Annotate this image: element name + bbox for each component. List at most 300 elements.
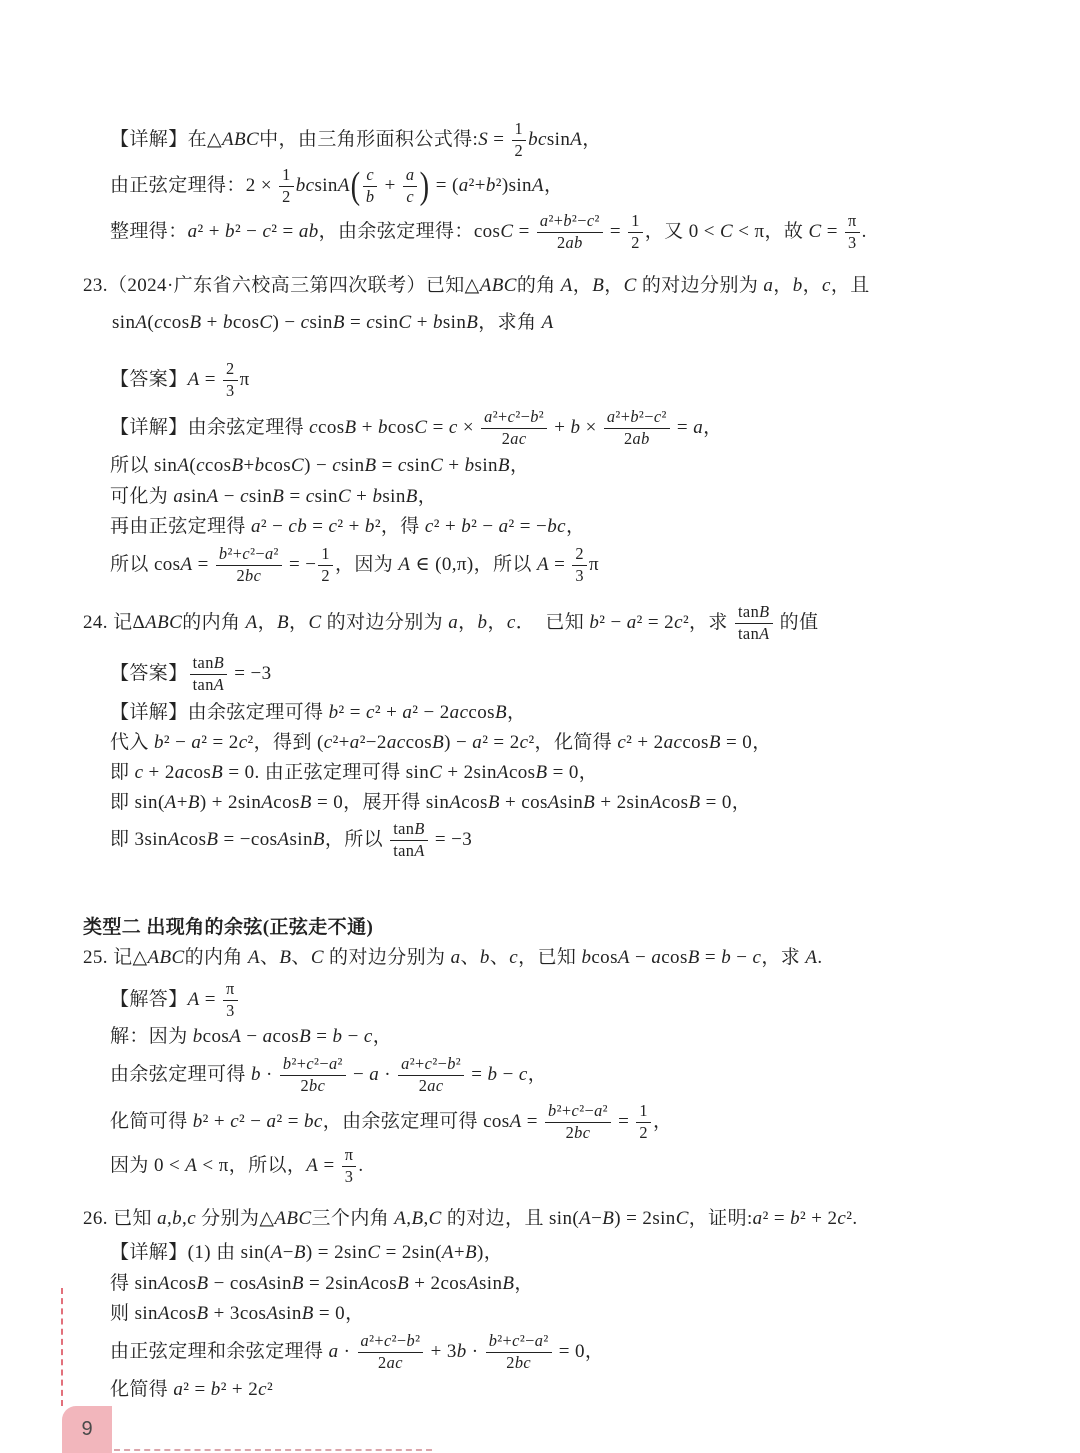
math-variable: b xyxy=(641,428,650,448)
math-text: bcsinA xyxy=(295,175,350,196)
math-variable: c xyxy=(366,312,376,333)
math-variable: A xyxy=(579,1208,592,1229)
math-variable: b xyxy=(447,1053,456,1073)
math-variable: A xyxy=(306,1155,319,1176)
math-text: 再由正弦定理得 a² − cb = c² + b²，得 c² + b² − a² = −bc， xyxy=(110,516,586,537)
footer-dashed-line xyxy=(114,1449,432,1451)
math-variable: a xyxy=(386,1352,396,1372)
math-variable: A xyxy=(398,554,411,575)
math-variable: A xyxy=(229,1026,242,1047)
math-variable: a xyxy=(651,947,662,968)
math-variable: c xyxy=(323,732,333,753)
math-text: 23.（2024·广东省六校高三第四次联考）已知△ABC的角 A，B，C 的对边分别为 a，b，c，且 xyxy=(83,275,870,296)
math-variable: b xyxy=(225,221,235,242)
math-variable: b xyxy=(192,1026,203,1047)
math-variable: c xyxy=(242,543,251,563)
math-variable: A xyxy=(541,312,554,333)
fraction-denominator: 2 xyxy=(321,565,330,585)
fraction-numerator xyxy=(403,166,418,187)
math-variable: a xyxy=(173,1379,184,1400)
fraction-numerator: 1 xyxy=(512,120,527,141)
fraction xyxy=(735,603,773,644)
math-variable: A xyxy=(649,792,662,813)
math-variable: c xyxy=(653,406,662,426)
math-variable: b xyxy=(464,455,475,476)
math-variable: C xyxy=(500,221,514,242)
math-text: bcsinA， xyxy=(528,129,602,150)
fraction-denominator: 2bc xyxy=(506,1352,532,1372)
math-variable: B xyxy=(211,762,224,783)
math-variable: b xyxy=(153,732,164,753)
fraction xyxy=(216,545,282,586)
math-text: ， xyxy=(652,1111,673,1132)
math-variable: c xyxy=(673,732,683,753)
math-text: 整理得：a² + b² − c² = ab，由余弦定理得：cosC = xyxy=(110,221,535,242)
fraction xyxy=(223,360,238,401)
math-variable: a xyxy=(405,164,415,184)
math-variable: b xyxy=(297,516,308,537)
fraction-numerator: b²+c²−a² xyxy=(280,1055,346,1076)
math-variable: a xyxy=(534,1330,544,1350)
math-variable: B xyxy=(364,455,377,476)
math-variable: A xyxy=(479,275,492,296)
math-variable: B xyxy=(299,792,312,813)
math-variable: a xyxy=(386,732,397,753)
math-variable: b xyxy=(172,1208,183,1229)
math-variable: B xyxy=(299,1026,312,1047)
math-variable: A xyxy=(531,175,544,196)
math-text: 解：因为 bcosA − acosB = b − c， xyxy=(110,1026,393,1047)
math-variable: b xyxy=(589,612,600,633)
fraction-denominator: 3 xyxy=(226,380,235,400)
math-text: = a， xyxy=(671,417,723,438)
math-variable: C xyxy=(429,762,443,783)
math-variable: a xyxy=(458,175,469,196)
math-variable: c xyxy=(519,732,529,753)
math-variable: C xyxy=(259,312,273,333)
math-variable: c xyxy=(571,1100,580,1120)
math-text: 【详解】由余弦定理得 ccosB + bcosC = c × xyxy=(110,417,480,438)
math-variable: c xyxy=(317,1075,326,1095)
math-text: 由正弦定理得：2 × xyxy=(110,175,278,196)
math-variable: a xyxy=(449,702,460,723)
math-variable: c xyxy=(424,1053,433,1073)
math-variable: c xyxy=(396,732,406,753)
fraction-numerator: 2 xyxy=(223,360,238,381)
math-variable: a xyxy=(328,1053,338,1073)
fraction-numerator: π xyxy=(342,1146,357,1167)
fraction-numerator: a²+b²−c² xyxy=(537,212,603,233)
math-variable: B xyxy=(231,455,244,476)
math-variable: c xyxy=(752,947,762,968)
math-variable: A xyxy=(180,554,193,575)
math-variable: A xyxy=(147,947,160,968)
math-variable: b xyxy=(295,175,306,196)
math-variable: c xyxy=(238,732,248,753)
math-variable: b xyxy=(630,406,639,426)
math-variable: B xyxy=(301,1303,314,1324)
math-variable: a xyxy=(298,221,309,242)
math-variable: b xyxy=(488,1330,498,1350)
math-variable: B xyxy=(494,702,507,723)
math-text: π xyxy=(239,369,250,390)
math-variable: a xyxy=(450,947,461,968)
math-variable: b xyxy=(365,186,375,206)
math-variable: C xyxy=(430,455,444,476)
math-text: 化简得 a² = b² + 2c² xyxy=(110,1379,274,1400)
math-variable: A xyxy=(261,792,274,813)
math-variable: c xyxy=(309,417,318,438)
fraction xyxy=(280,1055,346,1096)
math-text: + b × xyxy=(549,417,602,438)
math-variable: b xyxy=(250,1064,261,1085)
margin-dashed-line xyxy=(61,1288,63,1406)
fraction-numerator: a²+c²−b² xyxy=(358,1332,424,1353)
math-variable: A xyxy=(441,1242,454,1263)
math-variable: B xyxy=(497,455,510,476)
math-variable: B xyxy=(708,732,721,753)
math-variable: A xyxy=(187,369,200,390)
math-variable: C xyxy=(808,221,822,242)
math-text: 代入 b² − a² = 2c²，得到 (c²+a²−2accosB) − a² = 2c²，化简得 c² + 2accosB = 0， xyxy=(110,732,772,753)
math-variable: b xyxy=(563,210,572,230)
math-variable: c xyxy=(187,1208,197,1229)
math-variable: B xyxy=(277,612,290,633)
math-variable: a xyxy=(360,1330,370,1350)
math-variable: b xyxy=(514,1352,524,1372)
fraction xyxy=(358,1332,424,1373)
math-variable: c xyxy=(365,702,375,723)
math-variable: c xyxy=(196,455,205,476)
math-variable: a xyxy=(369,1064,380,1085)
math-variable: c xyxy=(518,1064,528,1085)
math-variable: b xyxy=(461,516,472,537)
math-text: 由余弦定理可得 b · xyxy=(110,1064,278,1085)
math-variable: A xyxy=(157,1303,170,1324)
math-variable: A xyxy=(206,486,219,507)
fraction-denominator xyxy=(403,187,417,207)
math-variable: A xyxy=(213,674,225,694)
math-variable: b xyxy=(792,275,803,296)
math-variable: c xyxy=(258,1379,267,1400)
math-variable: b xyxy=(364,516,375,537)
fraction-denominator: 2 xyxy=(282,186,291,206)
math-variable: a xyxy=(262,1026,273,1047)
math-variable: c xyxy=(822,275,831,296)
math-text: 即 3sinAcosB = −cosAsinB，所以 xyxy=(110,829,389,850)
q25-detail-line-4 xyxy=(110,1142,364,1190)
fraction-denominator: 3 xyxy=(848,232,857,252)
math-variable: A xyxy=(414,840,425,860)
math-variable: A xyxy=(536,554,549,575)
math-variable: b xyxy=(581,947,592,968)
math-variable: A xyxy=(145,612,158,633)
math-variable: B xyxy=(196,1273,209,1294)
math-variable: a xyxy=(157,1208,167,1229)
math-variable: c xyxy=(459,702,469,723)
math-variable: C xyxy=(337,486,352,507)
math-variable: a xyxy=(427,1075,436,1095)
math-text: 【解答】A = xyxy=(110,989,222,1010)
math-variable: b xyxy=(432,312,443,333)
math-text: 【详解】在△ABC中，由三角形面积公式得:S = xyxy=(110,129,510,150)
math-variable: B xyxy=(272,486,285,507)
math-variable: a xyxy=(626,612,637,633)
math-variable: c xyxy=(134,762,144,783)
math-variable: C xyxy=(169,612,183,633)
math-text: = − xyxy=(283,554,317,575)
math-text: + 3b · xyxy=(425,1341,484,1362)
math-variable: B xyxy=(502,1273,515,1294)
fraction-numerator: tanB xyxy=(190,654,228,675)
math-variable: c xyxy=(557,516,566,537)
math-variable: A xyxy=(164,792,177,813)
math-text: 化简可得 b² + c² − a² = bc，由余弦定理可得 cosA = xyxy=(110,1111,544,1132)
math-variable: S xyxy=(478,129,489,150)
math-variable: b xyxy=(487,1064,498,1085)
math-variable: a xyxy=(752,1208,763,1229)
math-variable: a xyxy=(266,1111,277,1132)
fraction-numerator xyxy=(363,166,377,187)
math-variable: c xyxy=(509,947,519,968)
math-variable: A xyxy=(394,1208,407,1229)
fraction-denominator: 3 xyxy=(226,1000,235,1020)
math-variable: c xyxy=(305,175,315,196)
math-variable: c xyxy=(523,1352,532,1372)
math-variable: b xyxy=(570,417,581,438)
math-text: 所以 cosA = xyxy=(110,554,214,575)
math-variable: b xyxy=(309,1075,318,1095)
math-variable: A xyxy=(270,1242,283,1263)
math-variable: A xyxy=(167,829,180,850)
math-variable: C xyxy=(428,1208,442,1229)
math-variable: A xyxy=(157,1273,170,1294)
math-variable: b xyxy=(574,1122,583,1142)
math-variable: b xyxy=(477,612,488,633)
math-variable: c xyxy=(837,1208,847,1229)
fraction-numerator: a²+c²−b² xyxy=(481,408,547,429)
math-variable: B xyxy=(487,792,500,813)
math-text: 因为 0 < A < π，所以，A = xyxy=(110,1155,340,1176)
q25-stem-line-1 xyxy=(83,934,822,982)
math-variable: A xyxy=(185,1155,198,1176)
fraction xyxy=(537,212,603,253)
math-variable: a xyxy=(484,406,493,426)
math-variable: c xyxy=(435,1075,444,1095)
math-variable: A xyxy=(187,989,200,1010)
math-variable: a xyxy=(472,732,483,753)
fraction-denominator: 2ac xyxy=(418,1075,444,1095)
fraction-denominator: 2bc xyxy=(300,1075,326,1095)
math-variable: A xyxy=(222,129,235,150)
fraction xyxy=(636,1102,651,1143)
math-variable: B xyxy=(688,792,701,813)
math-variable: C xyxy=(367,1242,381,1263)
math-variable: b xyxy=(548,1100,557,1120)
math-variable: c xyxy=(230,1111,240,1132)
math-text: . xyxy=(861,221,867,242)
math-variable: B xyxy=(405,486,418,507)
q25-detail-line-3 xyxy=(110,1098,672,1146)
math-variable: c xyxy=(506,612,516,633)
fraction-denominator: tanA xyxy=(192,674,225,694)
math-text: = −3 xyxy=(229,663,272,684)
math-variable: C xyxy=(308,612,322,633)
fraction-numerator: π xyxy=(845,212,860,233)
math-text: 25. 记△ABC的内角 A、B、C 的对边分别为 a、b、c，已知 bcosA − acosB = b − c，求 A. xyxy=(83,947,823,968)
fraction xyxy=(318,545,333,586)
math-variable: C xyxy=(414,417,428,438)
math-variable: c xyxy=(328,516,338,537)
math-variable: c xyxy=(262,221,272,242)
fraction-numerator: b²+c²−a² xyxy=(486,1332,552,1353)
math-variable: A xyxy=(617,947,630,968)
q24-detail-line-5 xyxy=(110,816,472,864)
math-variable: B xyxy=(592,275,605,296)
math-variable: B xyxy=(286,1208,299,1229)
fraction xyxy=(342,1146,357,1187)
large-parenthesis: ) xyxy=(420,165,430,207)
fraction-numerator: a²+b²−c² xyxy=(604,408,670,429)
math-variable: c xyxy=(538,129,547,150)
math-text: 即 c + 2acosB = 0. 由正弦定理可得 sinC + 2sinAcosB = 0， xyxy=(110,762,599,783)
fraction xyxy=(363,166,378,207)
q22-detail-line-3 xyxy=(110,208,867,256)
math-variable: c xyxy=(617,732,627,753)
fraction-numerator: 1 xyxy=(636,1102,651,1123)
q23-answer xyxy=(110,356,250,404)
math-variable: c xyxy=(306,1053,315,1073)
math-text: 得 sinAcosB − cosAsinB = 2sinAcosB + 2cosAsinB， xyxy=(110,1273,534,1294)
fraction-denominator: 2ab xyxy=(623,428,650,448)
math-variable: a xyxy=(448,612,459,633)
math-variable: c xyxy=(288,516,298,537)
math-variable: b xyxy=(308,221,319,242)
q23-stem-line-2 xyxy=(112,299,554,347)
math-text: 【详解】由余弦定理可得 b² = c² + a² − 2accosB， xyxy=(110,702,527,723)
math-variable: a xyxy=(191,732,202,753)
fraction xyxy=(845,212,860,253)
math-variable: b xyxy=(332,1026,343,1047)
math-variable: a xyxy=(264,543,274,563)
math-variable: b xyxy=(456,1341,467,1362)
math-variable: c xyxy=(395,1352,403,1372)
math-variable: A xyxy=(177,455,190,476)
math-variable: C xyxy=(503,275,517,296)
math-text: − a · xyxy=(347,1064,397,1085)
math-text: . xyxy=(358,1155,364,1176)
math-variable: A xyxy=(358,1273,371,1294)
fraction xyxy=(279,166,294,207)
math-variable: B xyxy=(187,792,200,813)
fraction xyxy=(628,212,643,253)
math-variable: c xyxy=(332,455,342,476)
math-variable: C xyxy=(623,275,637,296)
math-text: 【答案】A = xyxy=(110,369,222,390)
math-variable: B xyxy=(293,1242,306,1263)
fraction-denominator: 2 xyxy=(631,232,640,252)
math-variable: a xyxy=(632,428,642,448)
fraction-denominator xyxy=(363,187,378,207)
math-variable: B xyxy=(411,1208,424,1229)
math-text: ，又 0 < C < π，故 C = xyxy=(644,221,843,242)
math-variable: C xyxy=(246,129,260,150)
math-variable: a xyxy=(250,516,261,537)
fraction-numerator: b²+c²−a² xyxy=(545,1102,611,1123)
math-text: 所以 sinA(ccosB+bcosC) − csinB = csinC + bsinB， xyxy=(110,455,530,476)
math-variable: b xyxy=(192,1111,203,1132)
math-text: = xyxy=(612,1111,635,1132)
fraction-numerator: 1 xyxy=(628,212,643,233)
q25-detail-line-2 xyxy=(110,1051,547,1099)
math-variable: a xyxy=(606,406,616,426)
math-variable: a xyxy=(173,486,184,507)
math-text: 【详解】(1) 由 sin(A−B) = 2sinC = 2sin(A+B)， xyxy=(110,1242,504,1263)
math-variable: a xyxy=(594,1100,603,1120)
math-variable: c xyxy=(448,417,458,438)
fraction xyxy=(572,545,587,586)
math-variable: B xyxy=(583,792,596,813)
math-variable: A xyxy=(547,792,560,813)
fraction-numerator: 1 xyxy=(279,166,294,187)
fraction xyxy=(545,1102,611,1143)
math-text: 则 sinAcosB + 3cosAsinB = 0， xyxy=(110,1303,365,1324)
math-text: 即 sin(A+B) + 2sinAcosB = 0，展开得 sinAcosB + cosAsinB + 2sinAcosB = 0， xyxy=(110,792,752,813)
math-variable: a xyxy=(498,516,509,537)
math-variable: B xyxy=(279,947,292,968)
math-variable: b xyxy=(485,175,496,196)
math-variable: C xyxy=(675,1208,689,1229)
math-variable: c xyxy=(366,164,375,184)
fraction-denominator: 2ab xyxy=(556,232,583,252)
fraction-numerator: 1 xyxy=(318,545,333,566)
fraction xyxy=(486,1332,552,1373)
math-variable: C xyxy=(720,221,734,242)
math-variable: c xyxy=(518,428,527,448)
math-variable: c xyxy=(397,455,407,476)
math-variable: B xyxy=(332,312,345,333)
math-variable: b xyxy=(528,129,539,150)
math-variable: c xyxy=(582,1122,591,1142)
math-variable: b xyxy=(222,312,233,333)
fraction-denominator: 3 xyxy=(344,1166,354,1186)
fraction-denominator: tanA xyxy=(737,623,770,643)
math-variable: a xyxy=(187,221,198,242)
math-variable: A xyxy=(449,792,462,813)
fraction-numerator: b²+c²−a² xyxy=(216,545,282,566)
fraction-numerator: a²+c²−b² xyxy=(398,1055,464,1076)
math-variable: B xyxy=(432,732,445,753)
math-variable: a xyxy=(174,762,185,783)
math-variable: B xyxy=(189,312,202,333)
math-variable: B xyxy=(157,612,170,633)
math-text: 由正弦定理和余弦定理得 a · xyxy=(110,1341,356,1362)
math-variable: B xyxy=(687,947,700,968)
math-variable: b xyxy=(406,1330,416,1350)
q23-detail-line-5 xyxy=(110,541,599,589)
math-variable: c xyxy=(154,312,163,333)
math-variable: a xyxy=(328,1341,339,1362)
math-variable: c xyxy=(300,312,310,333)
math-variable: c xyxy=(512,1330,520,1350)
fraction xyxy=(398,1055,464,1096)
math-variable: b xyxy=(328,702,339,723)
fraction-denominator: tanA xyxy=(393,840,425,860)
fraction-denominator: 2 xyxy=(514,140,524,160)
fraction-denominator: 3 xyxy=(575,565,584,585)
math-variable: B xyxy=(759,601,770,621)
math-variable: C xyxy=(171,947,185,968)
